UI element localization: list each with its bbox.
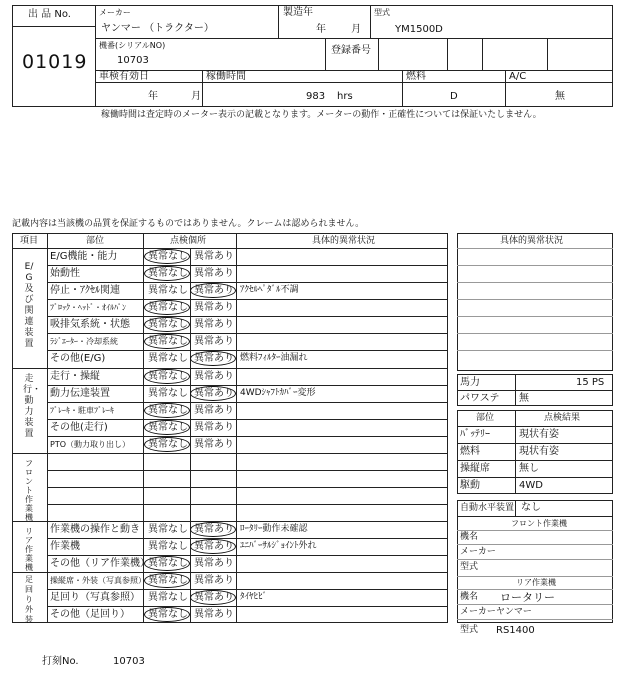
row-part: 作業機: [50, 541, 80, 552]
divider: [12, 521, 448, 522]
row-part: その他(走行): [50, 422, 108, 433]
row-divider: [47, 436, 448, 437]
inspect-label: 車検有効日: [99, 71, 149, 82]
selection-circle: [190, 351, 236, 366]
divider: [278, 5, 279, 38]
hours-note: 稼働時間は査定時のメーター表示の記載となります。メーターの動作・正確性については保証いたしません。: [101, 110, 542, 120]
divider: [457, 604, 613, 605]
divider: [12, 572, 448, 573]
check-part: 駆動: [460, 480, 480, 491]
divider: [457, 350, 613, 351]
divider: [12, 26, 95, 27]
option-ng[interactable]: 異常あり: [194, 558, 234, 569]
selection-circle: [190, 522, 236, 537]
selection-circle: [190, 386, 236, 401]
option-ok[interactable]: 異常なし: [148, 353, 188, 364]
selection-circle: [144, 249, 190, 264]
option-ok[interactable]: 異常なし: [148, 439, 188, 450]
rear-maker-value: ヤンマー: [496, 607, 532, 617]
option-ng[interactable]: 異常あり: [194, 371, 234, 382]
ac-value: 無: [555, 91, 565, 102]
serial-value: 10703: [117, 55, 149, 66]
divider: [515, 410, 516, 494]
row-part: ﾗｼﾞｴｰﾀｰ・冷却系統: [50, 337, 118, 346]
check-part: 操縦席: [460, 463, 490, 474]
row-divider: [47, 470, 448, 471]
divider: [95, 82, 613, 83]
selection-circle: [190, 283, 236, 298]
divider: [95, 70, 613, 71]
divider: [457, 265, 613, 266]
stamp-value: 10703: [113, 656, 145, 667]
divider: [402, 70, 403, 107]
row-divider: [47, 589, 448, 590]
reg-label: 登録番号: [331, 45, 371, 56]
divider: [515, 374, 516, 406]
rear-model-label: 型式: [460, 625, 479, 635]
row-part: 作業機の操作と動き: [50, 524, 140, 535]
row-divider: [47, 487, 448, 488]
power-value: 15 PS: [576, 377, 605, 388]
selection-circle: [190, 539, 236, 554]
option-ng[interactable]: 異常あり: [194, 319, 234, 330]
check-result: 無し: [519, 463, 539, 474]
rear-name-label: 機名: [460, 592, 479, 602]
row-detail: ﾛｰﾀﾘｰ動作未確認: [240, 524, 308, 534]
year-label: 製造年: [283, 7, 313, 18]
option-ok[interactable]: 異常なし: [148, 302, 188, 313]
ac-label: A/C: [509, 71, 527, 82]
row-part: 吸排気系統・状態: [50, 319, 130, 330]
row-divider: [47, 316, 448, 317]
option-ok[interactable]: 異常なし: [148, 251, 188, 262]
rear-model-value: RS1400: [496, 625, 535, 636]
option-ng[interactable]: 異常あり: [194, 575, 234, 586]
option-ng[interactable]: 異常あり: [194, 592, 234, 603]
group-foot: 足回り外装: [25, 575, 33, 624]
selection-circle: [144, 369, 190, 384]
option-ok[interactable]: 異常なし: [148, 558, 188, 569]
row-part: E/G機能・能力: [50, 251, 118, 262]
divider: [457, 619, 613, 620]
option-ng[interactable]: 異常あり: [194, 285, 234, 296]
row-divider: [47, 299, 448, 300]
divider: [325, 38, 326, 70]
rear-maker-label: メーカー: [460, 607, 496, 617]
divider: [447, 38, 448, 70]
row-detail: 4WDｼｬﾌﾄｶﾊﾞｰ変形: [240, 388, 316, 398]
check-result-col: 点検結果: [544, 413, 581, 423]
option-ok[interactable]: 異常なし: [148, 609, 188, 620]
front-model-label: 型式: [460, 562, 479, 572]
row-part: ﾌﾞﾚｰｷ・駐車ﾌﾞﾚｰｷ: [50, 406, 114, 415]
row-part: その他（リア作業機）: [50, 558, 150, 569]
selection-circle: [144, 607, 190, 622]
selection-circle: [144, 437, 190, 452]
front-name-label: 機名: [460, 532, 479, 542]
serial-label: 機番(シリアルNO): [99, 41, 166, 50]
model-label: 型式: [374, 8, 390, 17]
selection-circle: [144, 317, 190, 332]
selection-circle: [144, 334, 190, 349]
option-ng[interactable]: 異常あり: [194, 439, 234, 450]
hours-label: 稼働時間: [206, 71, 246, 82]
rear-title: リア作業機: [516, 578, 556, 587]
divider: [457, 299, 613, 300]
auto-level-value: なし: [521, 502, 541, 513]
check-result: 現状有姿: [519, 446, 559, 457]
option-ng[interactable]: 異常あり: [194, 268, 234, 279]
divider: [236, 233, 237, 623]
divider: [202, 70, 203, 107]
fuel-value: D: [450, 91, 458, 102]
option-ok[interactable]: 異常なし: [148, 388, 188, 399]
col-check: 点検個所: [170, 236, 207, 246]
group-front: フロント作業機: [25, 459, 33, 522]
divider: [370, 5, 371, 38]
group-rear: リア作業機: [25, 527, 33, 572]
row-part: ﾌﾞﾛｯｸ・ﾍｯﾄﾞ・ｵｲﾙﾊﾟﾝ: [50, 303, 126, 312]
ps-value: 無: [519, 393, 529, 404]
divider: [12, 248, 448, 249]
row-part: 動力伝達装置: [50, 388, 110, 399]
quality-note: 記載内容は当該機の品質を保証するものではありません。クレームは認められません。: [12, 219, 365, 229]
fuel-label: 燃料: [406, 71, 426, 82]
row-divider: [47, 333, 448, 334]
selection-circle: [144, 403, 190, 418]
hours-unit: hrs: [337, 91, 353, 102]
rear-name-value: ロータリー: [500, 591, 555, 604]
row-detail: 燃料ﾌｨﾙﾀｰ油漏れ: [240, 353, 308, 363]
divider: [457, 282, 613, 283]
option-ok[interactable]: 異常なし: [148, 285, 188, 296]
front-maker-label: メーカー: [460, 547, 496, 557]
divider: [457, 248, 613, 249]
option-ok[interactable]: 異常なし: [148, 268, 188, 279]
row-detail: ﾀｲﾔﾋﾋﾞ: [240, 592, 268, 602]
option-ok[interactable]: 異常なし: [148, 541, 188, 552]
divider: [457, 316, 613, 317]
row-part: 停止・ｱｸｾﾙ関連: [50, 285, 120, 296]
divider: [457, 530, 613, 531]
row-part: 始動性: [50, 268, 80, 279]
selection-circle: [144, 300, 190, 315]
row-part: 走行・操縦: [50, 371, 100, 382]
divider: [547, 38, 548, 70]
row-part: 足回り（写真参照）: [50, 592, 140, 603]
row-detail: ｱｸｾﾙﾍﾟﾀﾞﾙ不調: [240, 285, 299, 295]
option-ok[interactable]: 異常なし: [148, 405, 188, 416]
option-ok[interactable]: 異常なし: [148, 575, 188, 586]
col-detail: 具体的異常状況: [312, 236, 376, 246]
option-ng[interactable]: 異常あり: [194, 405, 234, 416]
check-part: 燃料: [460, 446, 480, 457]
front-title: フロント作業機: [511, 519, 567, 528]
maker-value: ヤンマー （トラクター）: [101, 23, 214, 34]
row-part: その他（足回り）: [50, 609, 130, 620]
option-ok[interactable]: 異常なし: [148, 422, 188, 433]
group-eg: E/G及び関連装置: [24, 262, 34, 349]
option-ok[interactable]: 異常なし: [148, 592, 188, 603]
row-divider: [47, 402, 448, 403]
row-divider: [47, 350, 448, 351]
option-ng[interactable]: 異常あり: [194, 541, 234, 552]
divider: [457, 589, 613, 590]
divider: [12, 368, 448, 369]
lot-label: 出 品 No.: [28, 9, 71, 20]
hours-value: 983: [306, 91, 326, 102]
check-part-col: 部位: [476, 413, 495, 423]
row-divider: [47, 606, 448, 607]
row-part: その他(E/G): [50, 353, 106, 364]
row-part: PTO（動力取り出し）: [50, 440, 131, 449]
option-ng[interactable]: 異常あり: [194, 336, 234, 347]
divider: [95, 5, 96, 107]
stamp-label: 打刻No.: [42, 656, 79, 667]
check-part: ﾊﾞｯﾃﾘｰ: [460, 429, 490, 440]
divider: [457, 576, 613, 577]
row-part: 操縦席・外装（写真参照）: [50, 576, 146, 585]
model-value: YM1500D: [395, 24, 443, 35]
ps-label: パワステ: [460, 393, 500, 404]
divider: [505, 70, 506, 107]
divider: [47, 233, 48, 623]
divider: [482, 38, 483, 70]
row-divider: [47, 419, 448, 420]
option-ok[interactable]: 異常なし: [148, 524, 188, 535]
col-item: 項目: [20, 236, 39, 246]
divider: [515, 500, 516, 516]
option-ng[interactable]: 異常あり: [194, 302, 234, 313]
divider: [457, 390, 613, 391]
option-ng[interactable]: 異常あり: [194, 251, 234, 262]
option-ng[interactable]: 異常あり: [194, 353, 234, 364]
inspect-value: 年 月: [148, 91, 202, 102]
auto-level-label: 自動水平装置: [460, 503, 515, 513]
check-result: 4WD: [519, 480, 543, 491]
option-ng[interactable]: 異常あり: [194, 422, 234, 433]
selection-circle: [144, 573, 190, 588]
row-divider: [47, 265, 448, 266]
divider: [457, 443, 613, 444]
option-ok[interactable]: 異常なし: [148, 371, 188, 382]
row-divider: [47, 282, 448, 283]
option-ng[interactable]: 異常あり: [194, 524, 234, 535]
selection-circle: [144, 556, 190, 571]
power-label: 馬力: [460, 377, 480, 388]
year-value: 年 月: [316, 24, 362, 35]
divider: [457, 477, 613, 478]
divider: [457, 516, 613, 517]
option-ng[interactable]: 異常あり: [194, 388, 234, 399]
divider: [378, 38, 379, 70]
divider: [12, 453, 448, 454]
col-part: 部位: [86, 236, 105, 246]
divider: [457, 333, 613, 334]
row-divider: [47, 385, 448, 386]
divider: [457, 460, 613, 461]
selection-circle: [144, 420, 190, 435]
divider: [457, 559, 613, 560]
lot-number: 01019: [22, 51, 88, 73]
divider: [457, 426, 613, 427]
selection-circle: [190, 590, 236, 605]
right-detail-header: 具体的異常状況: [500, 236, 564, 246]
maker-label: メーカー: [99, 8, 131, 17]
option-ok[interactable]: 異常なし: [148, 336, 188, 347]
divider: [95, 38, 613, 39]
option-ng[interactable]: 異常あり: [194, 609, 234, 620]
selection-circle: [144, 266, 190, 281]
option-ok[interactable]: 異常なし: [148, 319, 188, 330]
row-divider: [47, 555, 448, 556]
divider: [457, 544, 613, 545]
row-divider: [47, 504, 448, 505]
check-result: 現状有姿: [519, 429, 559, 440]
row-divider: [47, 538, 448, 539]
row-detail: ﾕﾆﾊﾞｰｻﾙｼﾞｮｲﾝﾄ外れ: [240, 541, 317, 551]
group-drive: 走行・動力装置: [23, 374, 42, 439]
